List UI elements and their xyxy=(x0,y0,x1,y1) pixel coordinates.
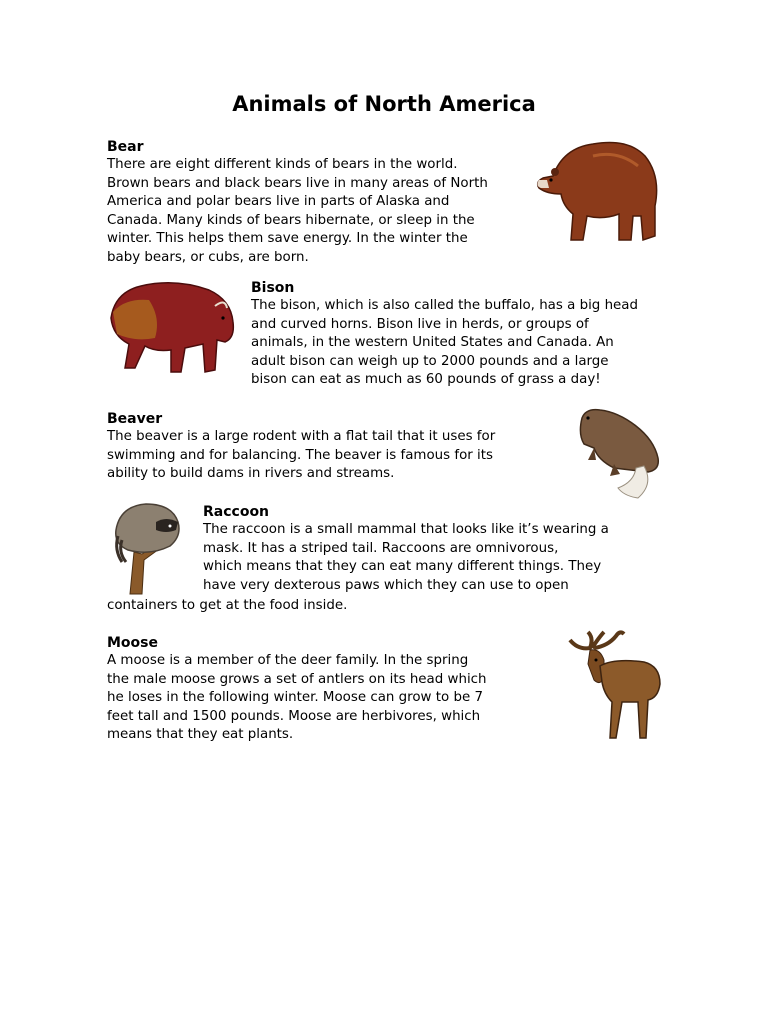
bear-line-4: Canada. Many kinds of bears hibernate, or sleep in the xyxy=(107,212,475,228)
bear-heading: Bear xyxy=(107,139,144,155)
raccoon-line-4: have very dexterous paws which they can use to open xyxy=(203,577,569,593)
beaver-line-1: The beaver is a large rodent with a flat tail that it uses for xyxy=(107,429,496,444)
beaver-line-2: swimming and for balancing. The beaver is famous for its xyxy=(107,447,493,463)
raccoon-image xyxy=(106,500,190,596)
bear-line-3: America and polar bears live in parts of Alaska and xyxy=(107,194,450,210)
raccoon-heading: Raccoon xyxy=(203,504,270,520)
moose-image xyxy=(564,630,664,742)
beaver-paragraph xyxy=(107,428,557,484)
moose-line-2: the male moose grows a set of antlers on its head which xyxy=(107,671,487,687)
bison-line-2: and curved horns. Bison live in herds, or groups of xyxy=(251,316,589,332)
moose-line-5: means that they eat plants. xyxy=(107,727,294,743)
moose-paragraph xyxy=(107,652,547,745)
bison-line-5: bison can eat as much as 60 pounds of grass a day! xyxy=(251,372,601,388)
bison-paragraph xyxy=(251,297,661,390)
raccoon-paragraph xyxy=(203,521,663,595)
bear-line-5: winter. This helps them save energy. In the winter the xyxy=(107,231,468,247)
moose-heading: Moose xyxy=(107,635,158,651)
bison-line-1: The bison, which is also called the buffalo, has a big head xyxy=(251,298,638,313)
raccoon-line-1: The raccoon is a small mammal that looks like it’s wearing a xyxy=(203,522,609,537)
bear-line-1: There are eight different kinds of bears in the world. xyxy=(107,157,458,172)
raccoon-line-2: mask. It has a striped tail. Raccoons are omnivorous, xyxy=(203,540,559,556)
bison-heading: Bison xyxy=(251,280,295,296)
beaver-image xyxy=(574,404,664,500)
beaver-line-3: ability to build dams in rivers and streams. xyxy=(107,466,395,482)
bear-line-6: baby bears, or cubs, are born. xyxy=(107,249,309,265)
bear-image xyxy=(533,136,663,248)
moose-line-4: feet tall and 1500 pounds. Moose are herbivores, which xyxy=(107,708,481,724)
bear-paragraph xyxy=(107,156,520,268)
page-title: Animals of North America xyxy=(232,92,536,116)
raccoon-line-3: which means that they can eat many different things. They xyxy=(203,559,602,575)
beaver-heading: Beaver xyxy=(107,411,163,427)
bison-image xyxy=(105,278,237,378)
bear-line-2: Brown bears and black bears live in many areas of North xyxy=(107,175,488,191)
moose-line-1: A moose is a member of the deer family. In the spring xyxy=(107,653,469,668)
raccoon-paragraph-end xyxy=(107,597,663,616)
raccoon-line-5: containers to get at the food inside. xyxy=(107,597,348,613)
bison-line-4: adult bison can weigh up to 2000 pounds and a large xyxy=(251,353,609,369)
bison-line-3: animals, in the western United States and Canada. An xyxy=(251,335,614,351)
moose-line-3: he loses in the following winter. Moose can grow to be 7 xyxy=(107,690,483,706)
